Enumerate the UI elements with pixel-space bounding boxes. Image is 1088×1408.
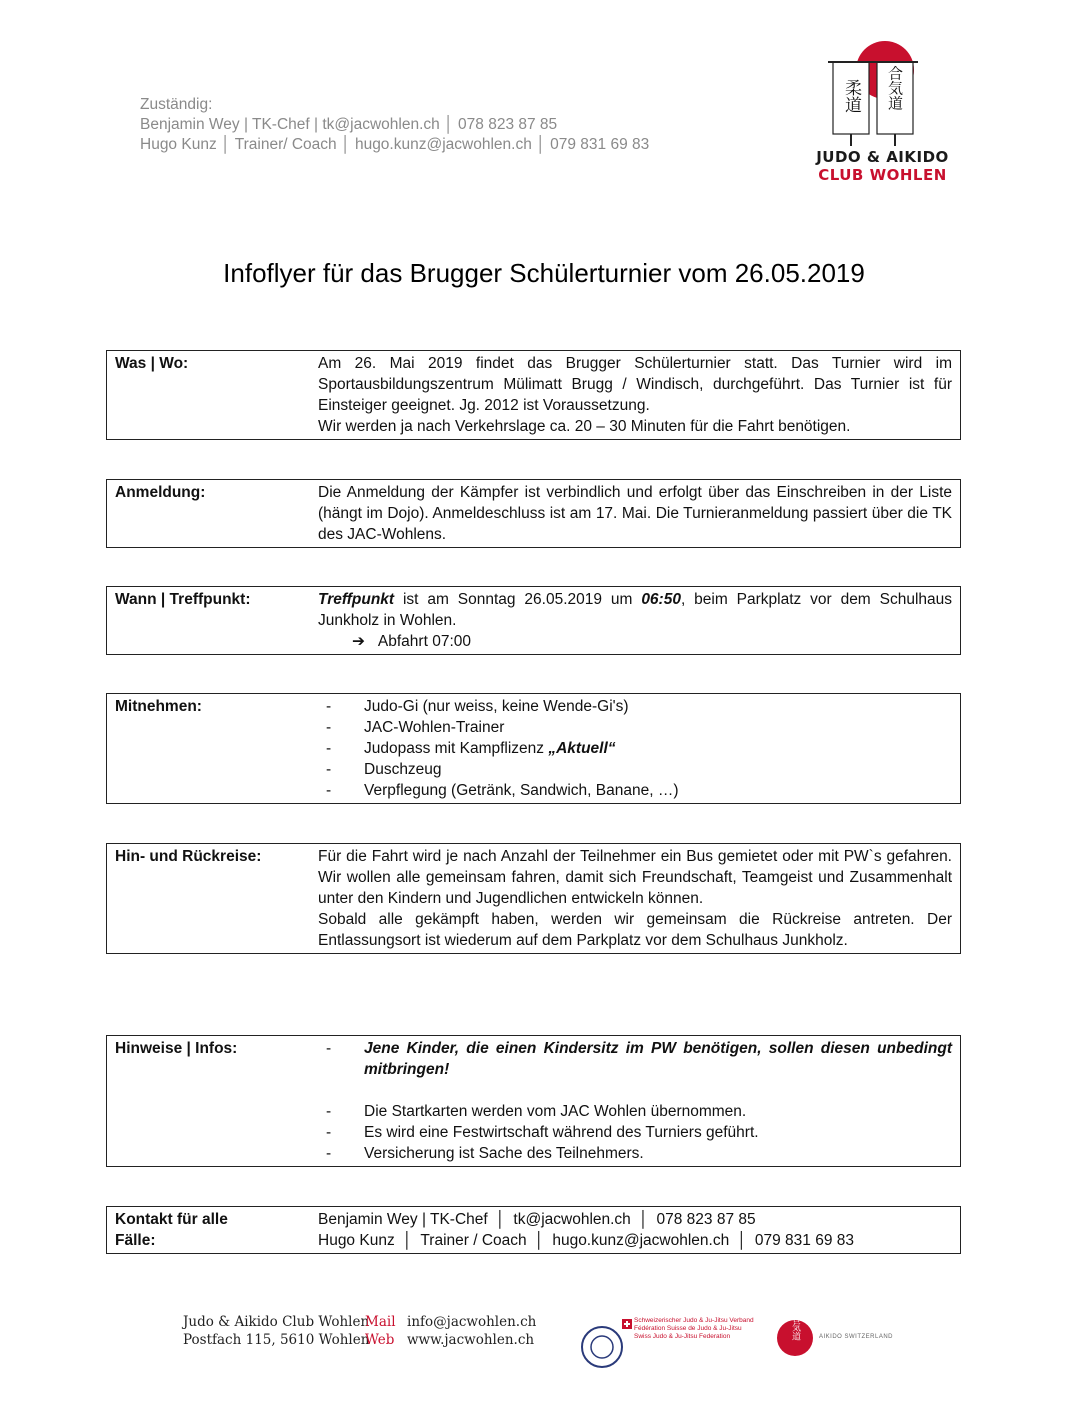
section-label: Anmeldung: (115, 484, 206, 501)
section-reise (106, 843, 961, 954)
section-label: Hin- und Rückreise: (115, 848, 262, 865)
separator: │ (638, 1211, 649, 1228)
section-label: Hinweise | Infos: (115, 1040, 238, 1057)
bullet-dash: - (326, 761, 332, 778)
separator: │ (534, 1232, 545, 1249)
paragraph: Am 26. Mai 2019 findet das Brugger Schülerturnier statt. Das Turnier wird im Sportausbildungszentrum Mülimatt Brugg / Windisch, durchgeführt. Das Turnier ist für Einsteiger geeignet. Jg. 2012 ist Voraussetzung. (318, 355, 952, 414)
list-item-text: Es wird eine Festwirtschaft während des Turniers geführt. (364, 1124, 759, 1141)
section-label (115, 1209, 310, 1251)
contact-email[interactable]: hugo.kunz@jacwohlen.ch (552, 1232, 730, 1249)
logo-text-line2: CLUB WOHLEN (818, 166, 947, 184)
list-item-text: Die Startkarten werden vom JAC Wohlen übernommen. (364, 1103, 747, 1120)
bullet-dash: - (326, 740, 332, 757)
section-hinweise (106, 1035, 961, 1167)
section-label: Wann | Treffpunkt: (115, 591, 251, 608)
text-fragment: Judopass mit Kampflizenz (364, 740, 549, 757)
footer-mail-label: Mail (365, 1314, 396, 1330)
section-content (318, 844, 952, 953)
section-content (318, 351, 952, 439)
list-item-text: Judo-Gi (nur weiss, keine Wende-Gi's) (364, 698, 629, 715)
text-fragment: , beim Parkplatz vor dem Schulhaus Junkholz in Wohlen. (318, 591, 952, 629)
paragraph: Für die Fahrt wird je nach Anzahl der Teilnehmer ein Bus gemietet oder mit PW`s gefahren. Wir wollen alle gemeinsam fahren, damit sich Freundschaft, Teamgeist und Zusammenhalt unter den Kindern und Jugendlichen entwickeln können. (318, 848, 952, 907)
section-label: Was | Wo: (115, 355, 189, 372)
bullet-dash: - (326, 1103, 332, 1120)
footer-club-name: Judo & Aikido Club Wohlen (183, 1314, 370, 1330)
list-item-text: Versicherung ist Sache des Teilnehmers. (364, 1145, 644, 1162)
departure-line (318, 631, 952, 652)
aktuell-emphasis: „Aktuell“ (548, 740, 616, 757)
logo-emblem-icon (815, 40, 950, 148)
section-kontakt (106, 1206, 961, 1254)
aikido-kanji: 合気道 (790, 1313, 800, 1341)
paragraph (318, 589, 952, 631)
page-title: Infoflyer für das Brugger Schülerturnier vom 26.05.2019 (223, 258, 865, 288)
section-content (318, 694, 952, 803)
header-contact (140, 95, 649, 155)
section-label: Mitnehmen: (115, 698, 202, 715)
label-line: Kontakt für alle (115, 1211, 228, 1228)
logo-text-line1: JUDO & AIKIDO (816, 148, 949, 166)
footer-web-label: Web (365, 1332, 395, 1348)
bullet-dash: - (326, 719, 332, 736)
contact-row-benjamin (318, 1209, 952, 1230)
footer-labels (365, 1313, 396, 1349)
contact-line-hugo: Hugo Kunz │ Trainer/ Coach │ hugo.kunz@jacwohlen.ch │ 079 831 69 83 (140, 136, 650, 153)
logo-kanji-aikido: 合気道 (886, 65, 904, 111)
separator: │ (402, 1232, 413, 1249)
footer-club-address (183, 1313, 369, 1349)
bullet-dash: - (326, 698, 332, 715)
label-line: Fälle: (115, 1232, 156, 1249)
section-wann-treffpunkt (106, 586, 961, 655)
list-item (318, 1101, 952, 1122)
spacer (318, 1080, 952, 1101)
sjv-logo (578, 1313, 754, 1375)
section-was-wo (106, 350, 961, 440)
list-item (318, 759, 952, 780)
aikido-switzerland-text: AIKIDO SWITZERLAND (819, 1334, 894, 1340)
contact-name: Benjamin Wey | TK-Chef (318, 1211, 488, 1228)
sjv-line: Schweizerischer Judo & Ju-Jitsu Verband (634, 1317, 754, 1324)
club-logo (815, 40, 950, 190)
contact-email[interactable]: tk@jacwohlen.ch (513, 1211, 631, 1228)
paragraph: Sobald alle gekämpft haben, werden wir gemeinsam die Rückreise antreten. Der Entlassungsort ist wiederum auf dem Parkplatz vor dem Schulhaus Junkholz. (318, 911, 952, 949)
list-item (318, 780, 952, 801)
section-content (318, 1036, 952, 1166)
paragraph: Wir werden ja nach Verkehrslage ca. 20 – 30 Minuten für die Fahrt benötigen. (318, 418, 851, 435)
footer-values (407, 1313, 536, 1349)
list-item (318, 1038, 952, 1080)
bullet-dash: - (326, 782, 332, 799)
sjv-line: Fédération Suisse de Judo & Ju-Jitsu (634, 1325, 742, 1332)
section-mitnehmen (106, 693, 961, 804)
list-item (318, 1122, 952, 1143)
list-item (318, 717, 952, 738)
logo-kanji-judo: 柔道 (841, 79, 861, 113)
sjv-text (634, 1317, 754, 1341)
section-content (318, 480, 952, 547)
contact-phone: 078 823 87 85 (656, 1211, 756, 1228)
separator: │ (495, 1211, 506, 1228)
list-item-text: Duschzeug (364, 761, 442, 778)
sjv-line: Swiss Judo & Ju-Jitsu Federation (634, 1333, 731, 1340)
aikido-emblem-icon (775, 1313, 817, 1363)
departure-text: Abfahrt 07:00 (377, 633, 471, 650)
footer-club-postbox: Postfach 115, 5610 Wohlen (183, 1332, 370, 1348)
section-anmeldung (106, 479, 961, 548)
text-fragment: ist am Sonntag 26.05.2019 um (394, 591, 642, 608)
time-emphasis: 06:50 (641, 591, 681, 608)
contact-role: Trainer / Coach (420, 1232, 527, 1249)
arrow-icon: ➔ (352, 633, 365, 650)
footer-mail-link[interactable]: info@jacwohlen.ch (407, 1314, 537, 1330)
sjv-emblem-icon (578, 1313, 634, 1375)
list-item (318, 696, 952, 717)
separator: │ (737, 1232, 747, 1249)
list-item-text: JAC-Wohlen-Trainer (364, 719, 505, 736)
aikido-switzerland-logo (775, 1313, 895, 1363)
contact-name: Hugo Kunz (318, 1232, 395, 1249)
section-content (318, 587, 952, 654)
section-content (318, 1207, 952, 1253)
bullet-dash: - (326, 1145, 332, 1162)
contact-phone: 079 831 69 83 (754, 1232, 855, 1249)
contact-heading: Zuständig: (140, 96, 213, 113)
bullet-dash: - (326, 1124, 332, 1141)
contact-line-benjamin: Benjamin Wey | TK-Chef | tk@jacwohlen.ch │ 078 823 87 85 (140, 116, 558, 133)
bullet-dash: - (326, 1040, 332, 1057)
list-item-text: Verpflegung (Getränk, Sandwich, Banane, …) (364, 782, 679, 799)
footer (0, 1313, 1088, 1383)
footer-web-link[interactable]: www.jacwohlen.ch (407, 1332, 535, 1348)
list-item-text (364, 738, 952, 759)
paragraph: Die Anmeldung der Kämpfer ist verbindlich und erfolgt über das Einschreiben in der Liste (hängt im Dojo). Anmeldeschluss ist am 17. Mai. Die Turnieranmeldung passiert über die TK des JAC-Wohlens. (318, 484, 952, 543)
list-item-text: Jene Kinder, die einen Kindersitz im PW benötigen, sollen diesen unbedingt mitbringen! (364, 1040, 952, 1078)
list-item (318, 1143, 952, 1164)
treffpunkt-emphasis: Treffpunkt (318, 591, 395, 608)
contact-row-hugo (318, 1230, 952, 1251)
list-item (318, 738, 952, 759)
